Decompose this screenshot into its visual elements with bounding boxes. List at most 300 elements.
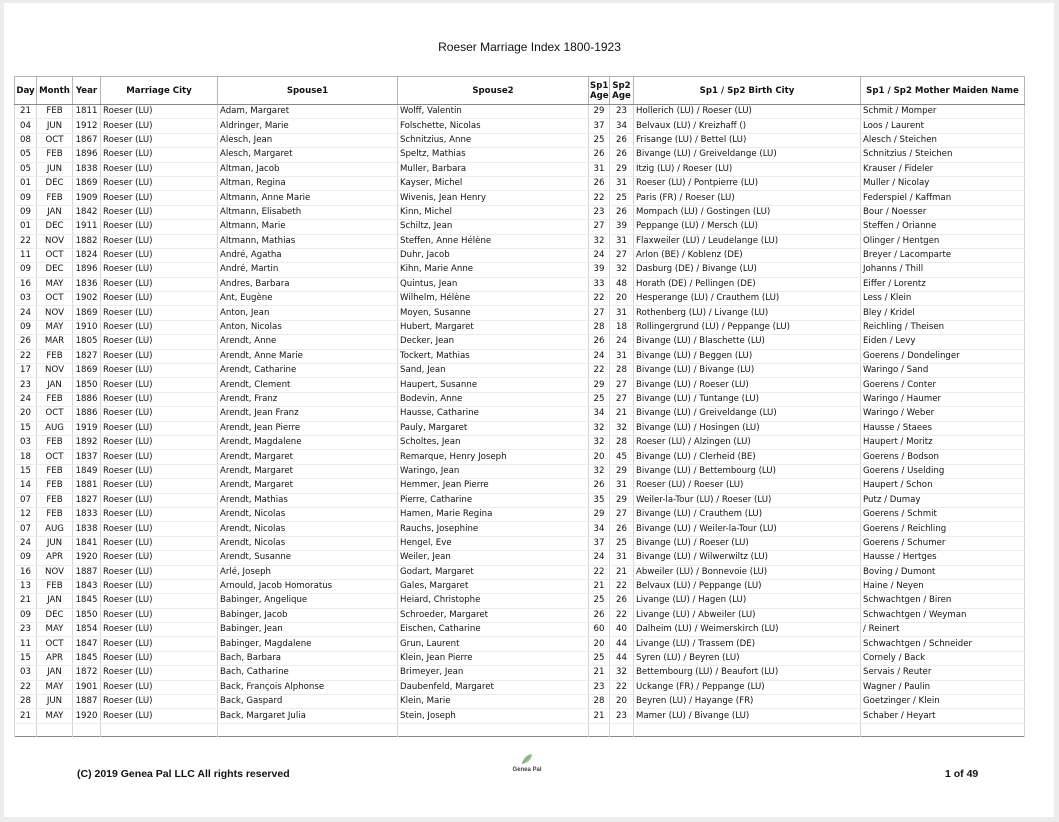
table-row	[15, 680, 1025, 694]
cell-sp1-age: 27	[589, 220, 610, 234]
logo-text: Genea Pal	[512, 767, 542, 773]
cell-month: AUG	[37, 421, 73, 435]
cell-mother-maiden-name: Goerens / Schmit	[861, 507, 1025, 521]
cell-marriage-city: Roeser (LU)	[101, 263, 218, 277]
cell-marriage-city: Roeser (LU)	[101, 277, 218, 291]
cell-spouse1: Arendt, Anne	[218, 335, 398, 349]
column-header-birth-city: Sp1 / Sp2 Birth City	[634, 77, 861, 105]
cell-month: JAN	[37, 205, 73, 219]
cell-spouse1: Arendt, Jean Pierre	[218, 421, 398, 435]
cell-sp1-age: 39	[589, 263, 610, 277]
table-row	[15, 220, 1025, 234]
cell-year: 1886	[73, 392, 101, 406]
cell-mother-maiden-name: Boving / Dumont	[861, 565, 1025, 579]
blank-cell	[589, 723, 610, 736]
cell-month: OCT	[37, 248, 73, 262]
table-row	[15, 479, 1025, 493]
cell-sp1-age: 22	[589, 364, 610, 378]
cell-birth-city: Frisange (LU) / Bettel (LU)	[634, 133, 861, 147]
cell-year: 1841	[73, 536, 101, 550]
table-row	[15, 565, 1025, 579]
cell-spouse1: Arendt, Nicolas	[218, 522, 398, 536]
cell-spouse2: Quintus, Jean	[398, 277, 589, 291]
cell-spouse1: Adam, Margaret	[218, 105, 398, 119]
cell-spouse1: Arendt, Clement	[218, 378, 398, 392]
cell-mother-maiden-name: Eiffer / Lorentz	[861, 277, 1025, 291]
cell-sp1-age: 28	[589, 695, 610, 709]
cell-month: JUN	[37, 536, 73, 550]
cell-spouse2: Grun, Laurent	[398, 637, 589, 651]
cell-marriage-city: Roeser (LU)	[101, 507, 218, 521]
cell-birth-city: Mamer (LU) / Bivange (LU)	[634, 709, 861, 723]
cell-sp1-age: 26	[589, 335, 610, 349]
cell-month: OCT	[37, 637, 73, 651]
cell-month: MAY	[37, 320, 73, 334]
cell-sp2-age: 34	[610, 119, 634, 133]
cell-month: FEB	[37, 507, 73, 521]
cell-sp2-age: 27	[610, 378, 634, 392]
cell-sp1-age: 27	[589, 306, 610, 320]
cell-sp2-age: 48	[610, 277, 634, 291]
cell-marriage-city: Roeser (LU)	[101, 536, 218, 550]
cell-marriage-city: Roeser (LU)	[101, 608, 218, 622]
cell-marriage-city: Roeser (LU)	[101, 392, 218, 406]
table-row	[15, 594, 1025, 608]
cell-month: OCT	[37, 133, 73, 147]
blank-cell	[15, 723, 37, 736]
column-header-month: Month	[37, 77, 73, 105]
cell-marriage-city: Roeser (LU)	[101, 623, 218, 637]
table-row	[15, 292, 1025, 306]
cell-month: FEB	[37, 392, 73, 406]
cell-year: 1902	[73, 292, 101, 306]
cell-spouse2: Gales, Margaret	[398, 579, 589, 593]
column-header-sp2-age: Sp2 Age	[610, 77, 634, 105]
cell-day: 09	[15, 608, 37, 622]
cell-birth-city: Belvaux (LU) / Peppange (LU)	[634, 579, 861, 593]
cell-year: 1919	[73, 421, 101, 435]
cell-month: NOV	[37, 565, 73, 579]
cell-sp1-age: 29	[589, 105, 610, 119]
cell-year: 1837	[73, 450, 101, 464]
cell-spouse2: Folschette, Nicolas	[398, 119, 589, 133]
cell-mother-maiden-name: Wagner / Paulin	[861, 680, 1025, 694]
cell-mother-maiden-name: Krauser / Fideler	[861, 162, 1025, 176]
cell-sp2-age: 21	[610, 407, 634, 421]
cell-spouse2: Muller, Barbara	[398, 162, 589, 176]
cell-marriage-city: Roeser (LU)	[101, 579, 218, 593]
cell-mother-maiden-name: Olinger / Hentgen	[861, 234, 1025, 248]
cell-sp2-age: 32	[610, 666, 634, 680]
cell-birth-city: Flaxweiler (LU) / Leudelange (LU)	[634, 234, 861, 248]
cell-sp1-age: 25	[589, 392, 610, 406]
cell-spouse2: Kayser, Michel	[398, 176, 589, 190]
cell-month: JUN	[37, 695, 73, 709]
table-row	[15, 666, 1025, 680]
cell-spouse2: Wolff, Valentin	[398, 105, 589, 119]
cell-birth-city: Peppange (LU) / Mersch (LU)	[634, 220, 861, 234]
cell-month: APR	[37, 651, 73, 665]
cell-spouse2: Schiltz, Jean	[398, 220, 589, 234]
cell-sp1-age: 26	[589, 608, 610, 622]
cell-month: APR	[37, 551, 73, 565]
cell-year: 1845	[73, 594, 101, 608]
cell-year: 1910	[73, 320, 101, 334]
cell-day: 21	[15, 709, 37, 723]
blank-cell	[398, 723, 589, 736]
cell-marriage-city: Roeser (LU)	[101, 205, 218, 219]
cell-year: 1838	[73, 162, 101, 176]
column-header-spouse1: Spouse1	[218, 77, 398, 105]
cell-sp2-age: 31	[610, 234, 634, 248]
blank-cell	[73, 723, 101, 736]
cell-day: 01	[15, 176, 37, 190]
cell-sp2-age: 29	[610, 162, 634, 176]
cell-birth-city: Bivange (LU) / Blaschette (LU)	[634, 335, 861, 349]
cell-month: NOV	[37, 306, 73, 320]
cell-mother-maiden-name: Schaber / Heyart	[861, 709, 1025, 723]
cell-spouse1: Altmann, Mathias	[218, 234, 398, 248]
cell-sp2-age: 27	[610, 392, 634, 406]
cell-marriage-city: Roeser (LU)	[101, 306, 218, 320]
cell-mother-maiden-name: Waringo / Sand	[861, 364, 1025, 378]
cell-marriage-city: Roeser (LU)	[101, 421, 218, 435]
cell-year: 1867	[73, 133, 101, 147]
cell-day: 16	[15, 565, 37, 579]
cell-birth-city: Hesperange (LU) / Crauthem (LU)	[634, 292, 861, 306]
cell-sp1-age: 26	[589, 176, 610, 190]
cell-mother-maiden-name: Breyer / Lacomparte	[861, 248, 1025, 262]
cell-year: 1847	[73, 637, 101, 651]
cell-spouse1: Babinger, Jacob	[218, 608, 398, 622]
cell-mother-maiden-name: Loos / Laurent	[861, 119, 1025, 133]
cell-spouse2: Speltz, Mathias	[398, 148, 589, 162]
cell-mother-maiden-name: Schwachtgen / Biren	[861, 594, 1025, 608]
cell-birth-city: Horath (DE) / Pellingen (DE)	[634, 277, 861, 291]
cell-sp2-age: 29	[610, 493, 634, 507]
cell-spouse1: Arendt, Margaret	[218, 479, 398, 493]
cell-birth-city: Bivange (LU) / Hosingen (LU)	[634, 421, 861, 435]
blank-cell	[610, 723, 634, 736]
cell-day: 07	[15, 522, 37, 536]
cell-day: 01	[15, 220, 37, 234]
cell-day: 11	[15, 248, 37, 262]
table-row	[15, 507, 1025, 521]
cell-marriage-city: Roeser (LU)	[101, 407, 218, 421]
cell-mother-maiden-name: Less / Klein	[861, 292, 1025, 306]
table-row	[15, 378, 1025, 392]
cell-day: 24	[15, 392, 37, 406]
cell-day: 11	[15, 637, 37, 651]
column-header-marriage-city: Marriage City	[101, 77, 218, 105]
table-row	[15, 277, 1025, 291]
cell-birth-city: Weiler-la-Tour (LU) / Roeser (LU)	[634, 493, 861, 507]
cell-sp1-age: 29	[589, 507, 610, 521]
cell-sp2-age: 44	[610, 651, 634, 665]
table-header-row	[15, 77, 1025, 105]
cell-year: 1896	[73, 263, 101, 277]
cell-sp1-age: 22	[589, 565, 610, 579]
cell-marriage-city: Roeser (LU)	[101, 335, 218, 349]
table-row	[15, 133, 1025, 147]
cell-day: 21	[15, 594, 37, 608]
cell-sp1-age: 25	[589, 133, 610, 147]
cell-sp1-age: 34	[589, 407, 610, 421]
cell-birth-city: Livange (LU) / Trassem (DE)	[634, 637, 861, 651]
cell-spouse2: Sand, Jean	[398, 364, 589, 378]
cell-day: 09	[15, 320, 37, 334]
column-header-spouse2: Spouse2	[398, 77, 589, 105]
cell-spouse2: Stein, Joseph	[398, 709, 589, 723]
cell-spouse1: Bach, Catharine	[218, 666, 398, 680]
cell-mother-maiden-name: Putz / Dumay	[861, 493, 1025, 507]
cell-sp1-age: 35	[589, 493, 610, 507]
cell-year: 1887	[73, 565, 101, 579]
cell-month: FEB	[37, 191, 73, 205]
cell-birth-city: Rollingergrund (LU) / Peppange (LU)	[634, 320, 861, 334]
cell-spouse2: Bodevin, Anne	[398, 392, 589, 406]
cell-spouse1: Arlé, Joseph	[218, 565, 398, 579]
cell-mother-maiden-name: Hausse / Hertges	[861, 551, 1025, 565]
cell-spouse1: Back, François Alphonse	[218, 680, 398, 694]
cell-spouse2: Hamen, Marie Regina	[398, 507, 589, 521]
cell-day: 03	[15, 435, 37, 449]
cell-month: FEB	[37, 349, 73, 363]
cell-marriage-city: Roeser (LU)	[101, 119, 218, 133]
cell-year: 1869	[73, 306, 101, 320]
cell-marriage-city: Roeser (LU)	[101, 162, 218, 176]
cell-day: 22	[15, 349, 37, 363]
cell-marriage-city: Roeser (LU)	[101, 378, 218, 392]
cell-day: 15	[15, 421, 37, 435]
table-row	[15, 464, 1025, 478]
cell-sp2-age: 31	[610, 349, 634, 363]
cell-mother-maiden-name: Hausse / Staees	[861, 421, 1025, 435]
cell-sp1-age: 28	[589, 320, 610, 334]
cell-year: 1881	[73, 479, 101, 493]
cell-year: 1887	[73, 695, 101, 709]
cell-month: AUG	[37, 522, 73, 536]
cell-marriage-city: Roeser (LU)	[101, 709, 218, 723]
cell-day: 23	[15, 378, 37, 392]
cell-sp2-age: 26	[610, 594, 634, 608]
cell-spouse2: Steffen, Anne Hélène	[398, 234, 589, 248]
table-row	[15, 105, 1025, 119]
cell-sp1-age: 32	[589, 435, 610, 449]
cell-year: 1843	[73, 579, 101, 593]
cell-spouse1: Altman, Regina	[218, 176, 398, 190]
cell-spouse2: Eischen, Catharine	[398, 623, 589, 637]
cell-day: 16	[15, 277, 37, 291]
cell-year: 1842	[73, 205, 101, 219]
cell-marriage-city: Roeser (LU)	[101, 637, 218, 651]
cell-sp1-age: 25	[589, 594, 610, 608]
cell-sp2-age: 45	[610, 450, 634, 464]
cell-sp2-age: 31	[610, 176, 634, 190]
cell-spouse2: Weiler, Jean	[398, 551, 589, 565]
cell-sp2-age: 40	[610, 623, 634, 637]
cell-birth-city: Bettembourg (LU) / Beaufort (LU)	[634, 666, 861, 680]
cell-birth-city: Bivange (LU) / Tuntange (LU)	[634, 392, 861, 406]
cell-marriage-city: Roeser (LU)	[101, 148, 218, 162]
cell-sp1-age: 25	[589, 651, 610, 665]
cell-spouse1: Altman, Jacob	[218, 162, 398, 176]
cell-month: JAN	[37, 666, 73, 680]
cell-birth-city: Hollerich (LU) / Roeser (LU)	[634, 105, 861, 119]
cell-birth-city: Livange (LU) / Abweiler (LU)	[634, 608, 861, 622]
cell-mother-maiden-name: Schmit / Momper	[861, 105, 1025, 119]
cell-sp1-age: 21	[589, 579, 610, 593]
cell-month: FEB	[37, 464, 73, 478]
cell-day: 24	[15, 306, 37, 320]
cell-sp1-age: 20	[589, 637, 610, 651]
cell-birth-city: Bivange (LU) / Clerheid (BE)	[634, 450, 861, 464]
cell-mother-maiden-name: Haupert / Moritz	[861, 435, 1025, 449]
table-row	[15, 364, 1025, 378]
cell-spouse1: Aldringer, Marie	[218, 119, 398, 133]
cell-sp2-age: 31	[610, 551, 634, 565]
cell-day: 24	[15, 536, 37, 550]
page-number: 1 of 49	[945, 768, 979, 780]
cell-marriage-city: Roeser (LU)	[101, 364, 218, 378]
cell-month: JUN	[37, 162, 73, 176]
cell-spouse2: Moyen, Susanne	[398, 306, 589, 320]
cell-marriage-city: Roeser (LU)	[101, 133, 218, 147]
cell-year: 1845	[73, 651, 101, 665]
cell-spouse2: Heiard, Christophe	[398, 594, 589, 608]
cell-mother-maiden-name: Goetzinger / Klein	[861, 695, 1025, 709]
cell-month: FEB	[37, 105, 73, 119]
table-row	[15, 493, 1025, 507]
cell-month: DEC	[37, 176, 73, 190]
table-row	[15, 248, 1025, 262]
cell-marriage-city: Roeser (LU)	[101, 248, 218, 262]
cell-month: FEB	[37, 435, 73, 449]
cell-mother-maiden-name: Goerens / Dondelinger	[861, 349, 1025, 363]
cell-birth-city: Mompach (LU) / Gostingen (LU)	[634, 205, 861, 219]
cell-day: 05	[15, 162, 37, 176]
cell-birth-city: Bivange (LU) / Greiveldange (LU)	[634, 148, 861, 162]
cell-spouse1: Arendt, Mathias	[218, 493, 398, 507]
cell-marriage-city: Roeser (LU)	[101, 435, 218, 449]
cell-sp2-age: 31	[610, 479, 634, 493]
cell-spouse1: Bach, Barbara	[218, 651, 398, 665]
cell-spouse2: Remarque, Henry Joseph	[398, 450, 589, 464]
table-row	[15, 191, 1025, 205]
cell-sp1-age: 24	[589, 551, 610, 565]
cell-spouse1: Babinger, Angelique	[218, 594, 398, 608]
cell-sp1-age: 37	[589, 536, 610, 550]
cell-sp2-age: 31	[610, 306, 634, 320]
cell-month: FEB	[37, 493, 73, 507]
cell-sp2-age: 27	[610, 248, 634, 262]
cell-sp2-age: 29	[610, 464, 634, 478]
cell-birth-city: Bivange (LU) / Roeser (LU)	[634, 378, 861, 392]
cell-month: MAY	[37, 623, 73, 637]
cell-sp2-age: 28	[610, 435, 634, 449]
cell-sp1-age: 34	[589, 522, 610, 536]
cell-marriage-city: Roeser (LU)	[101, 191, 218, 205]
cell-year: 1824	[73, 248, 101, 262]
cell-month: JAN	[37, 594, 73, 608]
cell-mother-maiden-name: Cornely / Back	[861, 651, 1025, 665]
cell-year: 1850	[73, 608, 101, 622]
cell-month: MAY	[37, 709, 73, 723]
cell-month: DEC	[37, 220, 73, 234]
cell-spouse2: Rauchs, Josephine	[398, 522, 589, 536]
cell-spouse1: Arendt, Nicolas	[218, 536, 398, 550]
cell-month: FEB	[37, 479, 73, 493]
table-row	[15, 162, 1025, 176]
cell-year: 1909	[73, 191, 101, 205]
cell-spouse1: Back, Gaspard	[218, 695, 398, 709]
cell-marriage-city: Roeser (LU)	[101, 666, 218, 680]
cell-day: 09	[15, 191, 37, 205]
cell-sp1-age: 60	[589, 623, 610, 637]
table-row	[15, 392, 1025, 406]
cell-marriage-city: Roeser (LU)	[101, 651, 218, 665]
cell-spouse1: Arnould, Jacob Homoratus	[218, 579, 398, 593]
cell-marriage-city: Roeser (LU)	[101, 234, 218, 248]
cell-mother-maiden-name: Eiden / Levy	[861, 335, 1025, 349]
cell-spouse1: Arendt, Anne Marie	[218, 349, 398, 363]
cell-mother-maiden-name: Federspiel / Kaffman	[861, 191, 1025, 205]
cell-mother-maiden-name: Steffen / Orianne	[861, 220, 1025, 234]
cell-spouse1: Arendt, Susanne	[218, 551, 398, 565]
cell-birth-city: Arlon (BE) / Koblenz (DE)	[634, 248, 861, 262]
cell-sp1-age: 22	[589, 292, 610, 306]
cell-marriage-city: Roeser (LU)	[101, 464, 218, 478]
table-row	[15, 637, 1025, 651]
blank-cell	[101, 723, 218, 736]
cell-birth-city: Roeser (LU) / Roeser (LU)	[634, 479, 861, 493]
cell-marriage-city: Roeser (LU)	[101, 565, 218, 579]
cell-marriage-city: Roeser (LU)	[101, 349, 218, 363]
cell-birth-city: Itzig (LU) / Roeser (LU)	[634, 162, 861, 176]
cell-birth-city: Rothenberg (LU) / Livange (LU)	[634, 306, 861, 320]
cell-marriage-city: Roeser (LU)	[101, 450, 218, 464]
cell-spouse2: Hausse, Catharine	[398, 407, 589, 421]
cell-year: 1882	[73, 234, 101, 248]
cell-sp1-age: 24	[589, 248, 610, 262]
cell-spouse2: Schroeder, Margaret	[398, 608, 589, 622]
cell-sp2-age: 26	[610, 205, 634, 219]
cell-day: 21	[15, 105, 37, 119]
cell-year: 1869	[73, 364, 101, 378]
cell-mother-maiden-name: Reichling / Theisen	[861, 320, 1025, 334]
cell-year: 1896	[73, 148, 101, 162]
cell-mother-maiden-name: Goerens / Uselding	[861, 464, 1025, 478]
cell-month: FEB	[37, 148, 73, 162]
cell-mother-maiden-name: Servais / Reuter	[861, 666, 1025, 680]
cell-sp1-age: 24	[589, 349, 610, 363]
cell-sp1-age: 32	[589, 421, 610, 435]
cell-spouse2: Pierre, Catharine	[398, 493, 589, 507]
cell-day: 22	[15, 234, 37, 248]
cell-sp2-age: 23	[610, 105, 634, 119]
cell-year: 1805	[73, 335, 101, 349]
cell-sp1-age: 20	[589, 450, 610, 464]
cell-day: 15	[15, 464, 37, 478]
cell-sp1-age: 23	[589, 205, 610, 219]
column-header-year: Year	[73, 77, 101, 105]
cell-day: 03	[15, 292, 37, 306]
cell-day: 04	[15, 119, 37, 133]
cell-year: 1850	[73, 378, 101, 392]
cell-mother-maiden-name: Goerens / Schumer	[861, 536, 1025, 550]
cell-day: 22	[15, 680, 37, 694]
cell-mother-maiden-name: Bour / Noesser	[861, 205, 1025, 219]
